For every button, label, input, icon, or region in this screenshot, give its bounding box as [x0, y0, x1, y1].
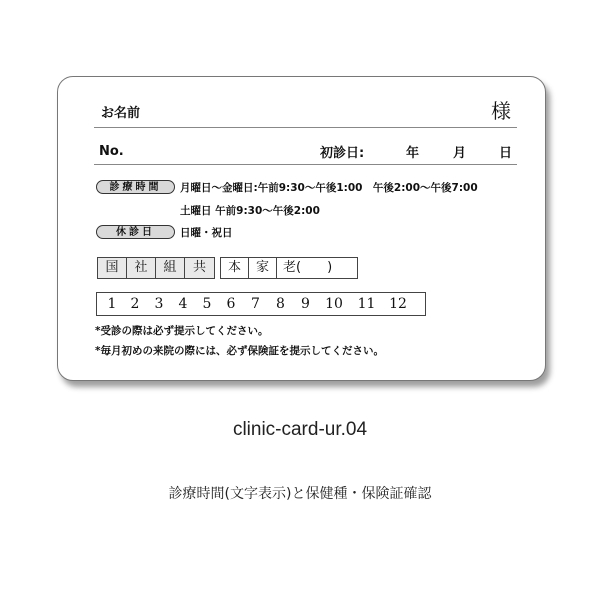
month-1: 1 [107, 296, 117, 312]
month-6: 6 [226, 296, 236, 312]
hours-badge: 診療時間 [96, 180, 175, 194]
insurance-boxes [97, 257, 358, 279]
month-3: 3 [154, 296, 164, 312]
honorific: 様 [491, 99, 511, 123]
relation-rojin: 老( ) [283, 260, 333, 275]
insurance-type-kumiai: 組 [156, 258, 185, 278]
hours-saturday: 土曜日 午前9:30〜午後2:00 [180, 205, 320, 217]
product-description: 診療時間(文字表示)と保健種・保険証確認 [168, 486, 432, 502]
hours-weekday: 月曜日〜金曜日:午前9:30〜午後1:00 午後2:00〜午後7:00 [180, 182, 478, 194]
number-label: No. [99, 144, 124, 159]
number-line [94, 164, 517, 165]
month-4: 4 [178, 296, 188, 312]
insurance-type-kyosai: 共 [192, 260, 206, 275]
month-9: 9 [301, 296, 310, 312]
month-check-row [96, 292, 426, 316]
first-visit-label: 初診日: [320, 146, 365, 161]
year-label: 年 [406, 146, 420, 161]
month-2: 2 [130, 296, 140, 312]
month-7: 7 [251, 296, 260, 312]
insurance-type-shaho: 社 [127, 258, 156, 278]
closed-days: 日曜・祝日 [180, 227, 233, 239]
day-label: 日 [499, 146, 513, 161]
month-5: 5 [202, 296, 212, 312]
relation-honnin: 本 [221, 258, 249, 278]
insurance-type-group [97, 257, 215, 279]
name-label: お名前 [101, 106, 141, 121]
month-10: 10 [325, 296, 343, 312]
insurance-relation-group [220, 257, 358, 279]
month-8: 8 [276, 296, 285, 312]
month-11: 11 [357, 296, 376, 312]
product-code: clinic-card-ur.04 [232, 419, 368, 440]
note-insurance-card: *毎月初めの来院の際には、必ず保険証を提示してください。 [95, 345, 384, 357]
closed-badge: 休診日 [96, 225, 175, 239]
note-present-card: *受診の際は必ず提示してください。 [95, 325, 269, 337]
month-12: 12 [389, 296, 407, 312]
insurance-type-kokuho: 国 [98, 258, 127, 278]
month-label: 月 [453, 146, 467, 161]
relation-kazoku: 家 [249, 258, 277, 278]
name-line [94, 127, 517, 128]
clinic-card [57, 76, 546, 381]
